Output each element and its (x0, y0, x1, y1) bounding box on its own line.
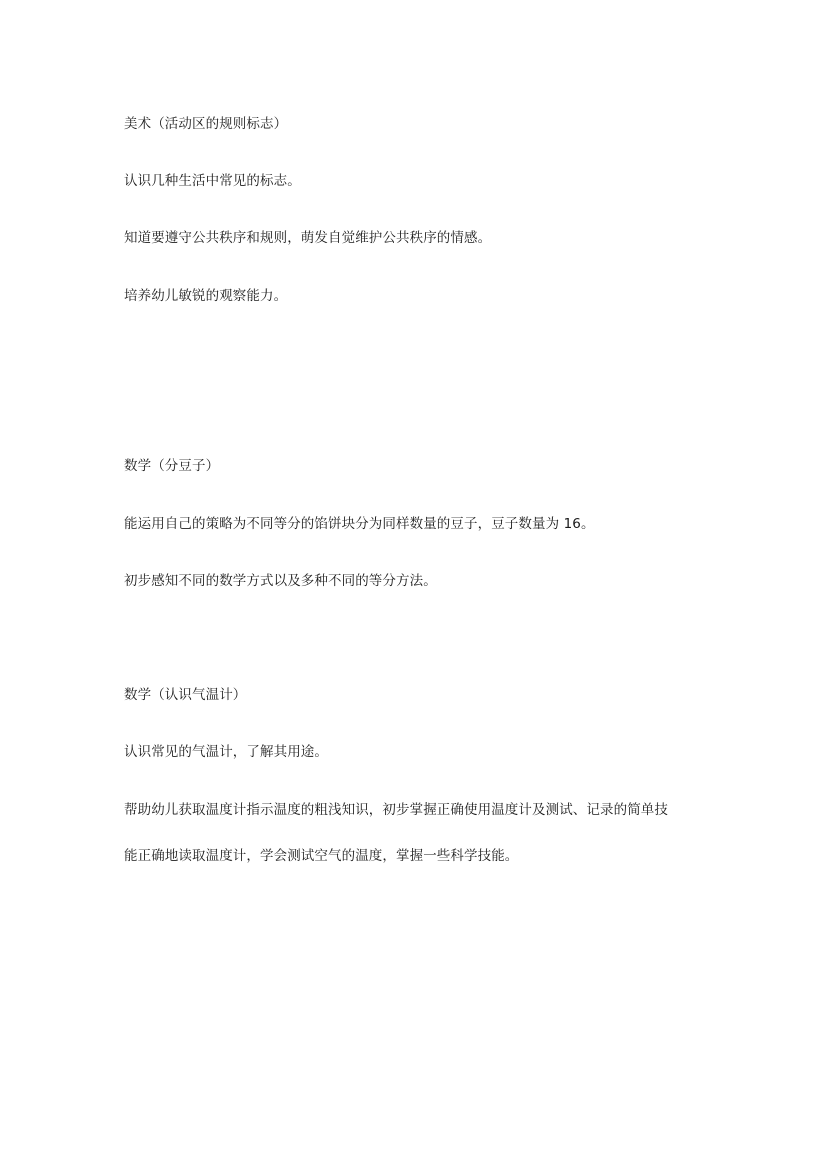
paragraph: 知道要遵守公共秩序和规则，萌发自觉维护公共秩序的情感。 (124, 230, 492, 246)
paragraph: 初步感知不同的数学方式以及多种不同的等分方法。 (124, 573, 437, 589)
paragraph: 培养幼儿敏锐的观察能力。 (124, 288, 288, 304)
paragraph: 帮助幼儿获取温度计指示温度的粗浅知识，初步掌握正确使用温度计及测试、记录的简单技 (124, 802, 668, 818)
section-heading-math-beans: 数学（分豆子） (124, 458, 220, 474)
paragraph: 能正确地读取温度计，学会测试空气的温度，掌握一些科学技能。 (124, 848, 519, 864)
paragraph: 认识几种生活中常见的标志。 (124, 173, 301, 189)
paragraph: 能运用自己的策略为不同等分的馅饼块分为同样数量的豆子，豆子数量为 16。 (124, 516, 595, 532)
section-heading-math-thermometer: 数学（认识气温计） (124, 687, 247, 703)
paragraph: 认识常见的气温计，了解其用途。 (124, 744, 328, 760)
section-heading-art: 美术（活动区的规则标志） (124, 116, 288, 132)
